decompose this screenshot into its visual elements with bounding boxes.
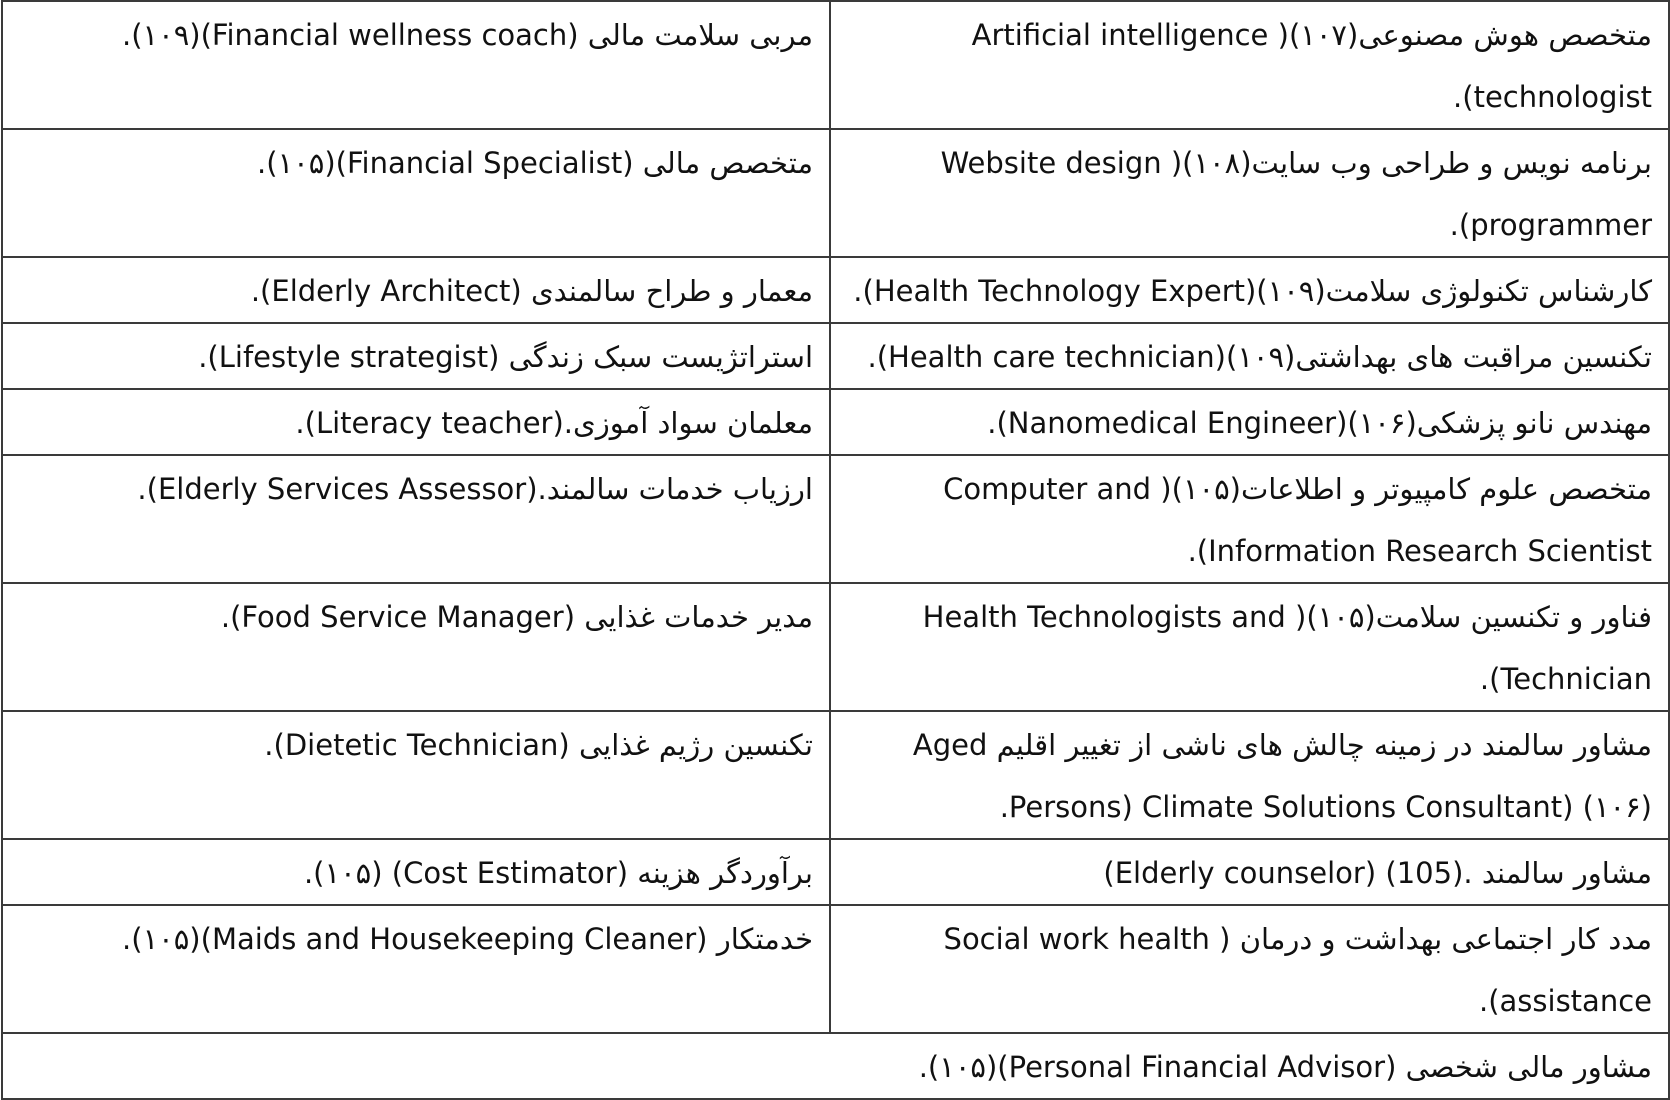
table-row: [2, 257, 1669, 323]
cell-text: تکنسین رژیم غذایی (Dietetic Technician).: [264, 728, 813, 762]
table-row: [2, 323, 1669, 389]
cell-text: مدد کار اجتماعی بهداشت و درمان ( Social work health assistance).: [943, 922, 1652, 1018]
cell-text: مشاور سالمند در زمینه چالش های ناشی از تغییر اقلیم Aged Persons) Climate Solutions Consultant) (۱۰۶).: [912, 728, 1652, 824]
cell-text: برآوردگر هزینه (Cost Estimator) (۱۰۵).: [303, 856, 813, 890]
table-cell: [830, 905, 1669, 1033]
table-cell: [830, 389, 1669, 455]
table-cell: [2, 455, 830, 583]
table-cell: [2, 839, 830, 905]
cell-text: معلمان سواد آموزی.(Literacy teacher).: [295, 406, 813, 440]
table-cell: [830, 129, 1669, 257]
table-cell: [2, 129, 830, 257]
table-cell: [830, 839, 1669, 905]
table-row: [2, 1, 1669, 129]
cell-text: متخصص هوش مصنوعی(۱۰۷)( Artificial intelligence technologist).: [971, 18, 1652, 114]
table-cell: [2, 583, 830, 711]
table-row: [2, 583, 1669, 711]
cell-text: مدیر خدمات غذایی (Food Service Manager).: [220, 600, 813, 634]
table-row: [2, 711, 1669, 839]
table-cell: [830, 323, 1669, 389]
table-row: [2, 905, 1669, 1033]
table-cell: [2, 905, 830, 1033]
cell-text: استراتژیست سبک زندگی (Lifestyle strategist).: [198, 340, 813, 374]
cell-text: مهندس نانو پزشکی(۱۰۶)(Nanomedical Engineer).: [987, 406, 1652, 440]
cell-text: برنامه نویس و طراحی وب سایت(۱۰۸)( Website design programmer).: [940, 146, 1652, 242]
table-cell-full-width: [2, 1033, 1669, 1099]
table-cell: [2, 323, 830, 389]
table-cell: [2, 711, 830, 839]
table-cell: [830, 1, 1669, 129]
cell-text: کارشناس تکنولوژی سلامت(۱۰۹)(Health Technology Expert).: [853, 274, 1652, 308]
table-row: [2, 455, 1669, 583]
cell-text: مشاور سالمند .(105) (Elderly counselor): [1103, 856, 1652, 890]
table-cell: [830, 257, 1669, 323]
table-cell: [830, 583, 1669, 711]
table-row: [2, 129, 1669, 257]
careers-table: [1, 0, 1670, 1100]
cell-text: متخصص مالی (Financial Specialist)(۱۰۵).: [257, 146, 813, 180]
cell-text: فناور و تکنسین سلامت(۱۰۵)( Health Technologists and Technician).: [922, 600, 1652, 696]
table-cell: [2, 1, 830, 129]
table-cell: [830, 455, 1669, 583]
table-cell: [830, 711, 1669, 839]
table-row: [2, 1033, 1669, 1099]
cell-text: متخصص علوم کامپیوتر و اطلاعات(۱۰۵)( Computer and Information Research Scientist).: [943, 472, 1652, 568]
table-row: [2, 839, 1669, 905]
cell-text: تکنسین مراقبت های بهداشتی(۱۰۹)(Health care technician).: [867, 340, 1652, 374]
cell-text: مربی سلامت مالی (Financial wellness coach)(۱۰۹).: [122, 18, 813, 52]
cell-text: ارزیاب خدمات سالمند.(Elderly Services Assessor).: [137, 472, 813, 506]
table-cell: [2, 389, 830, 455]
cell-text: معمار و طراح سالمندی (Elderly Architect).: [250, 274, 813, 308]
cell-text: خدمتکار (Maids and Housekeeping Cleaner)(۱۰۵).: [122, 922, 813, 956]
table-cell: [2, 257, 830, 323]
table-row: [2, 389, 1669, 455]
cell-text: مشاور مالی شخصی (Personal Financial Advisor)(۱۰۵).: [918, 1050, 1652, 1084]
